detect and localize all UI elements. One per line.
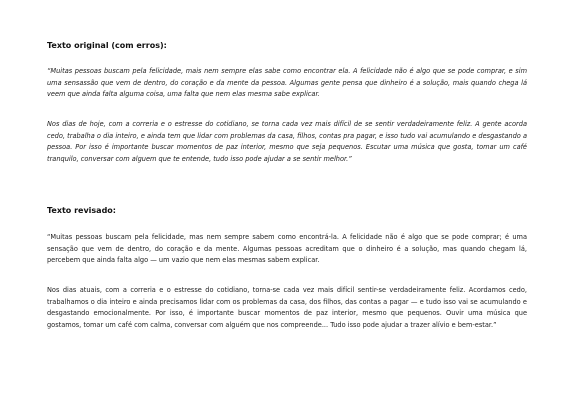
revised-paragraph-2: Nos dias atuais, com a correria e o estresse do cotidiano, torna-se cada vez mais difícil sentir-se verdadeiramente feliz. Acordamos cedo, trabalhamos o dia inteiro e ainda precisamos lidar com os problemas da casa, dos filhos, das contas a pagar — e tudo isso vai se acumulando e desgastando emocionalmente. Por isso, é importante buscar momentos de paz interior, mesmo que pequenos. Ouvir uma música que gostamos, tomar um café com calma, conversar com alguém que nos compreende... Tudo isso pode ajudar a trazer alívio e bem-estar.” [47, 286, 527, 329]
revised-text-heading: Texto revisado: [47, 206, 116, 215]
revised-paragraph-1: “Muitas pessoas buscam pela felicidade, mas nem sempre sabem como encontrá-la. A felicidade não é algo que se pode comprar; é uma sensação que vem de dentro, do coração e da mente. Algumas pessoas acreditam que o dinheiro é a solução, mas quando chegam lá, percebem que ainda falta algo — um vazio que nem elas mesmas sabem explicar. [47, 233, 527, 265]
original-text-heading: Texto original (com erros): [47, 41, 167, 50]
original-paragraph-2: Nos dias de hoje, com a correria e o estresse do cotidiano, se torna cada vez mais difícil de se sentir verdadeiramente feliz. A gente acorda cedo, trabalha o dia inteiro, e ainda tem que lidar com problemas da casa, filhos, contas pra pagar, e isso tudo vai acumulando e desgastando a pessoa. Por isso é importante buscar momentos de paz interior, mesmo que seja pequenos. Escutar uma música que gosta, tomar um café tranquilo, conversar com alguem que te entende, tudo isso pode ajudar a se sentir melhor.” [47, 120, 527, 163]
original-paragraph-1: “Muitas pessoas buscam pela felicidade, mais nem sempre elas sabe como encontrar ela. A felicidade não é algo que se pode comprar, e sim uma sensassão que vem de dentro, do coração e da mente da pessoa. Algumas gente pensa que dinheiro é a solução, mais quando chega lá veem que ainda falta alguma coisa, uma falta que nem elas mesma sabe explicar. [47, 67, 527, 99]
